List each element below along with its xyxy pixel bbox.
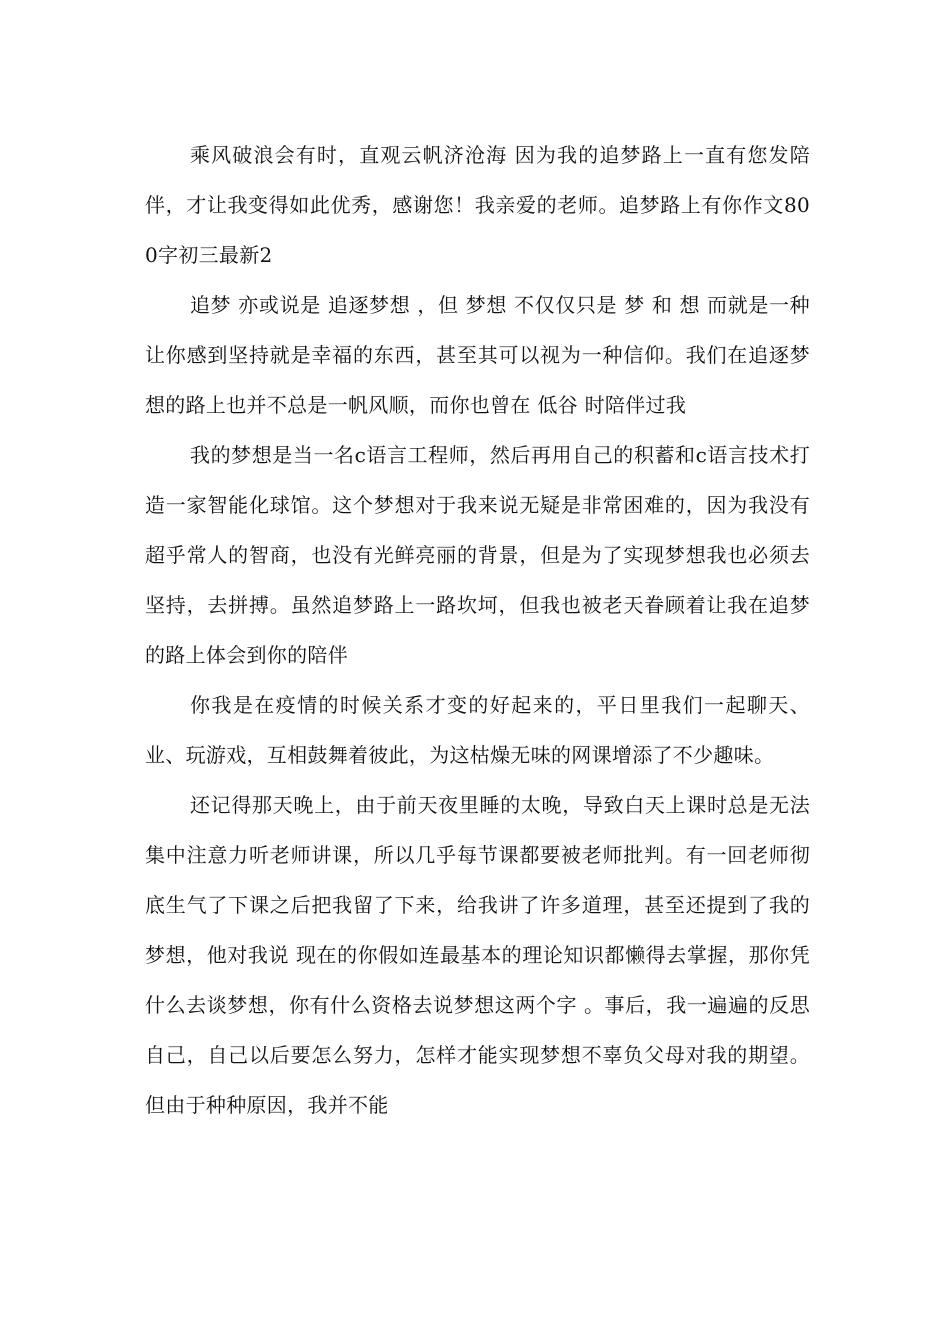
paragraph-1: 乘风破浪会有时，直观云帆济沧海 因为我的追梦路上一直有您发陪伴，才让我变得如此优秀，感谢您！我亲爱的老师。追梦路上有你作文800字初三最新2 — [145, 143, 810, 267]
paragraph-3: 我的梦想是当一名c语言工程师，然后再用自己的积蓄和c语言技术打造一家智能化球馆。这个梦想对于我来说无疑是非常困难的，因为我没有超乎常人的智商，也没有光鲜亮丽的背景，但是为了实现梦想我也必须去坚持，去拼搏。虽然追梦路上一路坎坷，但我也被老天眷顾着让我在追梦的路上体会到你的陪伴 — [145, 443, 810, 667]
paragraph-4: 你我是在疫情的时候关系才变的好起来的，平日里我们一起聊天、业、玩游戏，互相鼓舞着彼此，为这枯燥无味的网课增添了不少趣味。 — [145, 693, 810, 767]
paragraph-2: 追梦 亦或说是 追逐梦想 ，但 梦想 不仅仅只是 梦 和 想 而就是一种让你感到坚持就是幸福的东西，甚至其可以视为一种信仰。我们在追逐梦想的路上也并不总是一帆风顺，而你也曾在 低谷 时陪伴过我 — [145, 293, 810, 417]
document-body — [145, 130, 810, 1130]
paragraph-5: 还记得那天晚上，由于前天夜里睡的太晚，导致白天上课时总是无法集中注意力听老师讲课，所以几乎每节课都要被老师批判。有一回老师彻底生气了下课之后把我留了下来，给我讲了许多道理，甚至还提到了我的梦想，他对我说 现在的你假如连最基本的理论知识都懒得去掌握，那你凭什么去谈梦想，你有什么资格去说梦想这两个字 。事后，我一遍遍的反思自己，自己以后要怎么努力，怎样才能实现梦想不辜负父母对我的期望。但由于种种原因，我并不能 — [145, 793, 810, 1117]
